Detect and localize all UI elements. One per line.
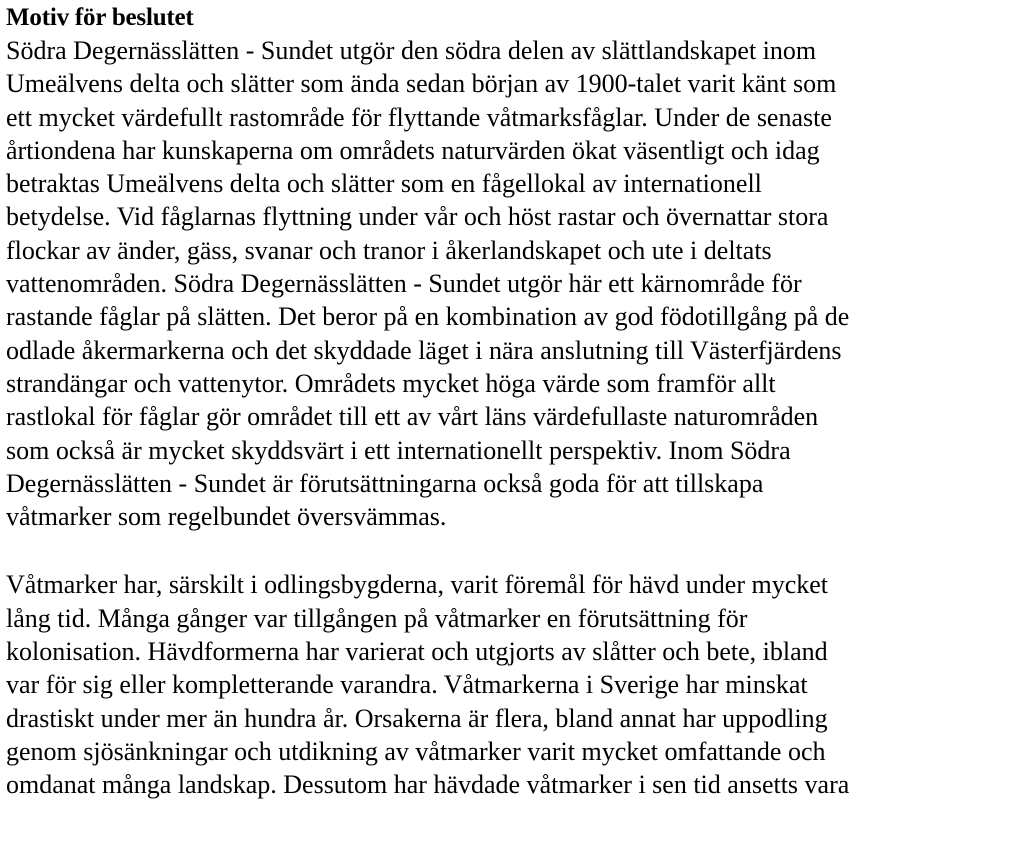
paragraph-spacer <box>6 533 1023 568</box>
text-line: Våtmarker har, särskilt i odlingsbygderna, varit föremål för hävd under mycket <box>6 570 829 600</box>
text-line: odlade åkermarkerna och det skyddade läget i nära anslutning till Västerfjärdens <box>6 335 842 365</box>
text-line: flockar av änder, gäss, svanar och tranor i åkerlandskapet och ute i deltats <box>6 235 772 265</box>
text-line: Umeälvens delta och slätter som ända sedan början av 1900-talet varit känt som <box>6 69 837 99</box>
text-line: kolonisation. Hävdformerna har varierat och utgjorts av slåtter och bete, ibland <box>6 637 828 667</box>
document-page <box>6 0 1023 802</box>
text-line: vattenområden. Södra Degernässlätten - Sundet utgör här ett kärnområde för <box>6 269 802 299</box>
text-line: som också är mycket skyddsvärt i ett internationellt perspektiv. Inom Södra <box>6 435 791 465</box>
text-line: var för sig eller kompletterande varandra. Våtmarkerna i Sverige har minskat <box>6 670 808 700</box>
text-line: rastande fåglar på slätten. Det beror på en kombination av god födotillgång på de <box>6 302 850 332</box>
paragraph-1 <box>6 34 1023 533</box>
text-line: strandängar och vattenytor. Områdets mycket höga värde som framför allt <box>6 368 776 398</box>
text-line: omdanat många landskap. Dessutom har hävdade våtmarker i sen tid ansetts vara <box>6 770 850 800</box>
section-heading: Motiv för beslutet <box>6 4 194 31</box>
paragraph-2 <box>6 568 1023 801</box>
text-line: våtmarker som regelbundet översvämmas. <box>6 502 447 532</box>
text-line: genom sjösänkningar och utdikning av våtmarker varit mycket omfattande och <box>6 736 826 766</box>
text-line: betraktas Umeälvens delta och slätter som en fågellokal av internationell <box>6 169 762 199</box>
text-line: Södra Degernässlätten - Sundet utgör den södra delen av slättlandskapet inom <box>6 36 817 65</box>
text-line: betydelse. Vid fåglarnas flyttning under vår och höst rastar och övernattar stora <box>6 202 829 232</box>
text-line: rastlokal för fåglar gör området till ett av vårt läns värdefullaste naturområden <box>6 402 819 432</box>
text-line: ett mycket värdefullt rastområde för flyttande våtmarksfåglar. Under de senaste <box>6 102 832 132</box>
text-line: årtiondena har kunskaperna om områdets naturvärden ökat väsentligt och idag <box>6 135 820 165</box>
text-line: drastiskt under mer än hundra år. Orsakerna är flera, bland annat har uppodling <box>6 703 828 733</box>
text-line: lång tid. Många gånger var tillgången på våtmarker en förutsättning för <box>6 603 748 633</box>
text-line: Degernässlätten - Sundet är förutsättningarna också goda för att tillskapa <box>6 468 764 498</box>
